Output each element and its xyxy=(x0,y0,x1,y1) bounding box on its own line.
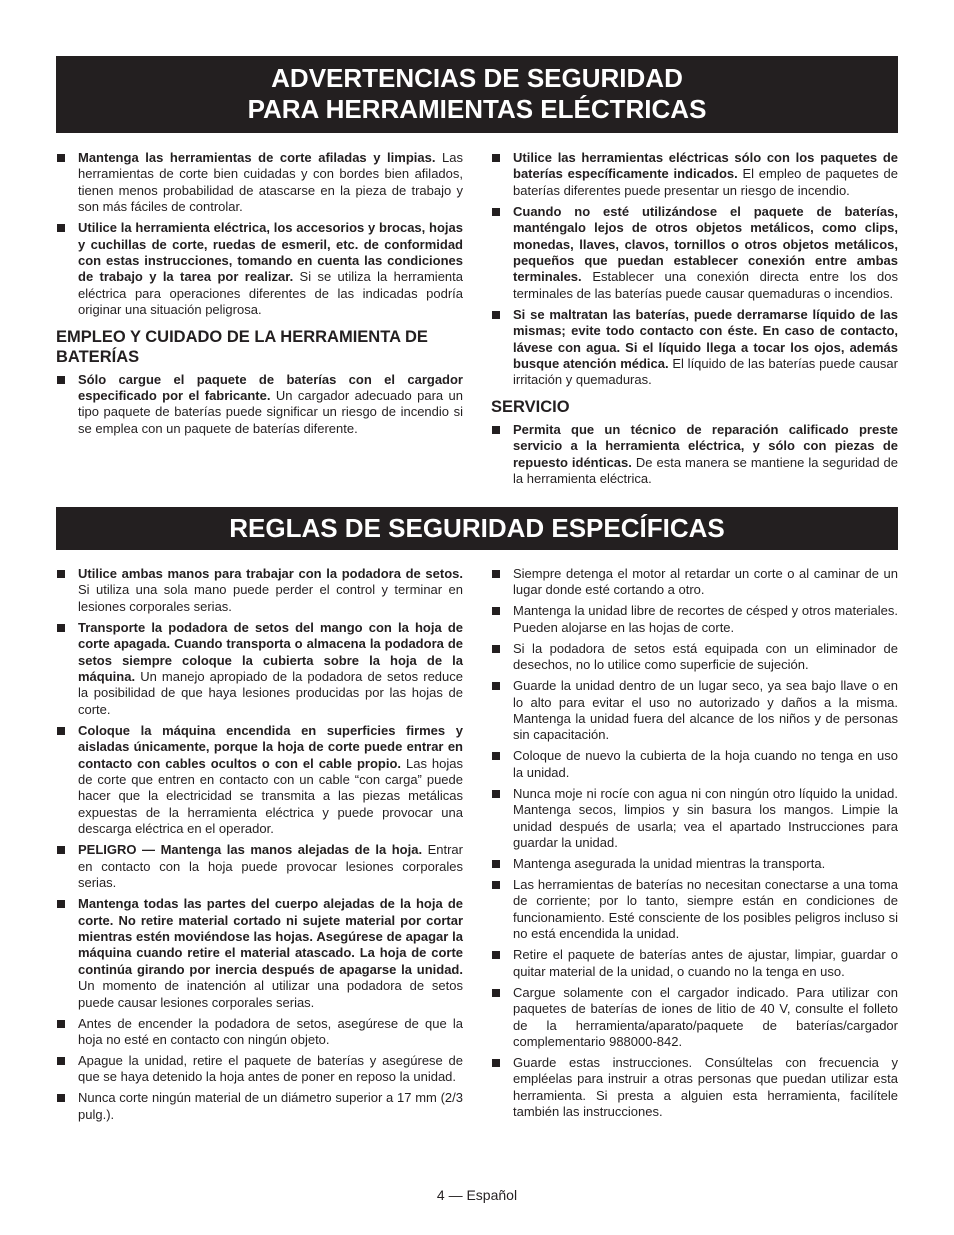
item-emphasis: Transporte la podadora de setos del mango con la hoja de corte apagada. Cuando transporta o almacena la podadora de setos siempre coloque la cubierta sobre la hoja de la máquina. xyxy=(78,619,463,685)
item-text: Entrar en contacto con la hoja puede provocar lesiones corporales serias. xyxy=(78,842,463,891)
item-text: Siempre detenga el motor al retardar un corte o al caminar de un lugar donde esté cortando a otro. xyxy=(513,566,898,598)
item-text: Retire el paquete de baterías antes de ajustar, limpiar, guardar o quitar material de la unidad, o cuando no la tenga en uso. xyxy=(513,947,898,979)
item-text: Si la podadora de setos está equipada con un eliminador de desechos, no lo utilice como superficie de sujeción. xyxy=(513,640,898,673)
item-emphasis: Permita que un técnico de reparación calificado preste servicio a la herramienta eléctrica, y sólo con piezas de repuesto idénticas. xyxy=(513,421,898,470)
column-bottom-left xyxy=(56,566,463,1128)
square-bullet-icon xyxy=(492,208,500,216)
square-bullet-icon xyxy=(57,376,65,384)
item-text: Nunca corte ningún material de un diámetro superior a 17 mm (2/3 pulg.). xyxy=(78,1090,463,1122)
item-emphasis: Utilice ambas manos para trabajar con la podadora de setos. xyxy=(78,566,463,581)
square-bullet-icon xyxy=(492,989,500,997)
item-text: Mantenga la unidad libre de recortes de césped y otros materiales. Pueden alojarse en las hojas de corte. xyxy=(513,603,898,635)
item-text: Las herramientas de baterías no necesitan conectarse a una toma de corriente; por lo tanto, siempre están en condiciones de funcionamiento. Esté consciente de los posibles peligros incluso si no está encendida la unidad. xyxy=(513,877,898,942)
list-item xyxy=(56,723,463,838)
square-bullet-icon xyxy=(492,951,500,959)
square-bullet-icon xyxy=(57,1020,65,1028)
square-bullet-icon xyxy=(57,727,65,735)
item-emphasis: Cuando no esté utilizándose el paquete de baterías, manténgalo lejos de otros objetos metálicos, como clips, monedas, llaves, clavos, tornillos o otros objetos metálicos, pequeños que puedan establecer conexión entre ambas terminales. xyxy=(513,203,898,285)
square-bullet-icon xyxy=(492,570,500,578)
item-text: Un cargador adecuado para un tipo paquete de baterías puede significar un riesgo de incendio si se emplea con un paquete de baterías diferente. xyxy=(78,388,463,436)
list-item xyxy=(491,678,898,744)
page-footer: 4 — Español xyxy=(436,1187,518,1203)
banner-title: REGLAS DE SEGURIDAD ESPECÍFICAS xyxy=(229,513,725,543)
item-text: Cargue solamente con el cargador indicado. Para utilizar con paquetes de baterías de iones de litio de 40 V, consulte el folleto de la herramienta/aparato/paquete de baterías/cargador complementario 988000-842. xyxy=(513,984,898,1049)
item-emphasis: Utilice las herramientas eléctricas sólo con los paquetes de baterías específicamente indicados. xyxy=(513,150,898,182)
item-emphasis: Mantenga todas las partes del cuerpo alejadas de la hoja de corte. No retire material cortado ni sujete material por cortar mientras estén moviéndose las hojas. Asegúrese de apagar la máquina cuando retire el material atascado. La hoja de corte continúa girando por inercia después de apagarse la unidad. xyxy=(78,896,463,977)
warning-list xyxy=(56,150,463,319)
list-item xyxy=(491,603,898,636)
item-text: Las herramientas de corte bien cuidadas y con bordes bien afilados, tienen menos probabilidad de atascarse en la pieza de trabajo y son más fáciles de controlar. xyxy=(78,150,464,215)
square-bullet-icon xyxy=(492,154,500,162)
square-bullet-icon xyxy=(57,900,65,908)
header-banner-power-tool-warnings xyxy=(56,56,898,133)
item-text: De esta manera se mantiene la seguridad de la herramienta eléctrica. xyxy=(513,454,899,487)
square-bullet-icon xyxy=(57,1057,65,1065)
square-bullet-icon xyxy=(492,790,500,798)
item-text: Apague la unidad, retire el paquete de baterías y asegúrese de que se haya detenido la hoja antes de poner en reposo la unidad. xyxy=(78,1052,463,1085)
item-emphasis: PELIGRO — Mantenga las manos alejadas de la hoja. xyxy=(78,842,423,858)
square-bullet-icon xyxy=(57,570,65,578)
list-item xyxy=(491,985,898,1051)
square-bullet-icon xyxy=(492,860,500,868)
column-bottom-right xyxy=(491,566,898,1125)
list-item xyxy=(56,842,463,891)
square-bullet-icon xyxy=(57,846,65,854)
service-list xyxy=(491,422,898,488)
list-item xyxy=(56,566,463,615)
item-text: El líquido de las baterías puede causar irritación y quemaduras. xyxy=(513,356,898,388)
square-bullet-icon xyxy=(492,426,500,434)
list-item xyxy=(491,947,898,980)
item-text: Antes de encender la podadora de setos, asegúrese de que la hoja no esté en contacto con ningún objeto. xyxy=(78,1015,463,1047)
item-text: Guarde la unidad dentro de un lugar seco, ya sea bajo llave o en lo alto para evitar el uso no autorizado y daños a la misma. Mantenga la unidad fuera del alcance de los niños y de personas sin capacitación. xyxy=(513,678,898,743)
list-item xyxy=(56,220,463,318)
list-item xyxy=(491,150,898,199)
list-item xyxy=(56,150,463,216)
item-text: Guarde estas instrucciones. Consúltelas con frecuencia y empléelas para instruir a otras personas que puedan utilizar esta herramienta. Si presta a alguien esta herramienta, facilítele también las instrucciones. xyxy=(513,1054,898,1120)
list-item xyxy=(491,204,898,302)
list-item xyxy=(491,566,898,599)
square-bullet-icon xyxy=(492,682,500,690)
square-bullet-icon xyxy=(492,881,500,889)
item-text: Coloque de nuevo la cubierta de la hoja cuando no tenga en uso la unidad. xyxy=(513,748,898,780)
list-item xyxy=(491,307,898,389)
section-title-battery-care: EMPLEO Y CUIDADO DE LA HERRAMIENTA DE BATERÍAS xyxy=(56,327,428,366)
item-text: Un momento de inatención al utilizar una podadora de setos puede causar lesiones corporales serias. xyxy=(78,978,463,1010)
banner-title-line1: ADVERTENCIAS DE SEGURIDAD xyxy=(271,63,683,93)
list-item xyxy=(56,620,463,718)
square-bullet-icon xyxy=(57,224,65,232)
list-item xyxy=(491,877,898,943)
item-text: Las hojas de corte que entren en contacto con un cable “con carga” puede hacer que la electricidad se transmita a las piezas metálicas expuestas de la herramienta eléctrica y puede provocar una descarga eléctrica en el operador. xyxy=(78,755,463,837)
square-bullet-icon xyxy=(57,624,65,632)
square-bullet-icon xyxy=(492,311,500,319)
item-emphasis: Mantenga las herramientas de corte afiladas y limpias. xyxy=(78,150,436,165)
header-banner-specific-rules xyxy=(56,507,898,550)
list-item xyxy=(56,1016,463,1049)
section-title-service: SERVICIO xyxy=(491,397,570,416)
list-item xyxy=(56,896,463,1011)
item-text: Un manejo apropiado de la podadora de setos reduce la posibilidad de que haya lesiones producidas por las hojas de corte. xyxy=(78,669,463,717)
list-item xyxy=(491,1055,898,1121)
list-item xyxy=(491,641,898,674)
square-bullet-icon xyxy=(57,1094,65,1102)
battery-warning-list xyxy=(491,150,898,389)
item-emphasis: Sólo cargue el paquete de baterías con el cargador especificado por el fabricante. xyxy=(78,371,463,404)
square-bullet-icon xyxy=(57,154,65,162)
battery-care-list xyxy=(56,372,463,438)
specific-rules-list-right xyxy=(491,566,898,1121)
column-top-right xyxy=(491,150,898,492)
square-bullet-icon xyxy=(492,1059,500,1067)
square-bullet-icon xyxy=(492,752,500,760)
banner-title-line2: PARA HERRAMIENTAS ELÉCTRICAS xyxy=(247,94,707,124)
square-bullet-icon xyxy=(492,607,500,615)
item-emphasis: Si se maltratan las baterías, puede derramarse líquido de las mismas; evite todo contacto con éste. En caso de contacto, lávese con agua. Si el líquido llega a tocar los ojos, además busque atención médica. xyxy=(513,306,898,372)
list-item xyxy=(56,372,463,438)
square-bullet-icon xyxy=(492,645,500,653)
list-item xyxy=(56,1090,463,1123)
item-emphasis: Coloque la máquina encendida en superficies firmes y aisladas únicamente, porque la hoja de corte puede entrar en contacto con cables ocultos o con el cable propio. xyxy=(78,722,463,771)
item-emphasis: Utilice la herramienta eléctrica, los accesorios y brocas, hojas y cuchillas de corte, ruedas de esmeril, etc. de conformidad con estas instrucciones, tomando en cuenta las condiciones de trabajo y la tarea por realizar. xyxy=(78,220,463,285)
list-item xyxy=(491,422,898,488)
item-text: Si se utiliza la herramienta eléctrica para operaciones diferentes de las indicadas podría originar una situación peligrosa. xyxy=(78,269,463,318)
item-text: Mantenga asegurada la unidad mientras la transporta. xyxy=(513,856,826,872)
item-text: Nunca moje ni rocíe con agua ni con ningún otro líquido la unidad. Mantenga secos, limpios y sin basura los mangos. Limpie la unidad después de usarla; vea el apartado Instrucciones para guardar la unidad. xyxy=(513,785,898,851)
item-text: Si utiliza una sola mano puede perder el control y terminar en lesiones corporales serias. xyxy=(78,582,463,614)
list-item xyxy=(491,748,898,781)
item-text: Establecer una conexión directa entre los dos terminales de las baterías puede causar quemaduras o incendios. xyxy=(513,269,898,301)
list-item xyxy=(491,786,898,852)
item-text: El empleo de paquetes de baterías diferentes puede presentar un riesgo de incendio. xyxy=(513,166,898,198)
list-item xyxy=(56,1053,463,1086)
specific-rules-list-left xyxy=(56,566,463,1123)
column-top-left xyxy=(56,150,463,442)
list-item xyxy=(491,856,898,872)
